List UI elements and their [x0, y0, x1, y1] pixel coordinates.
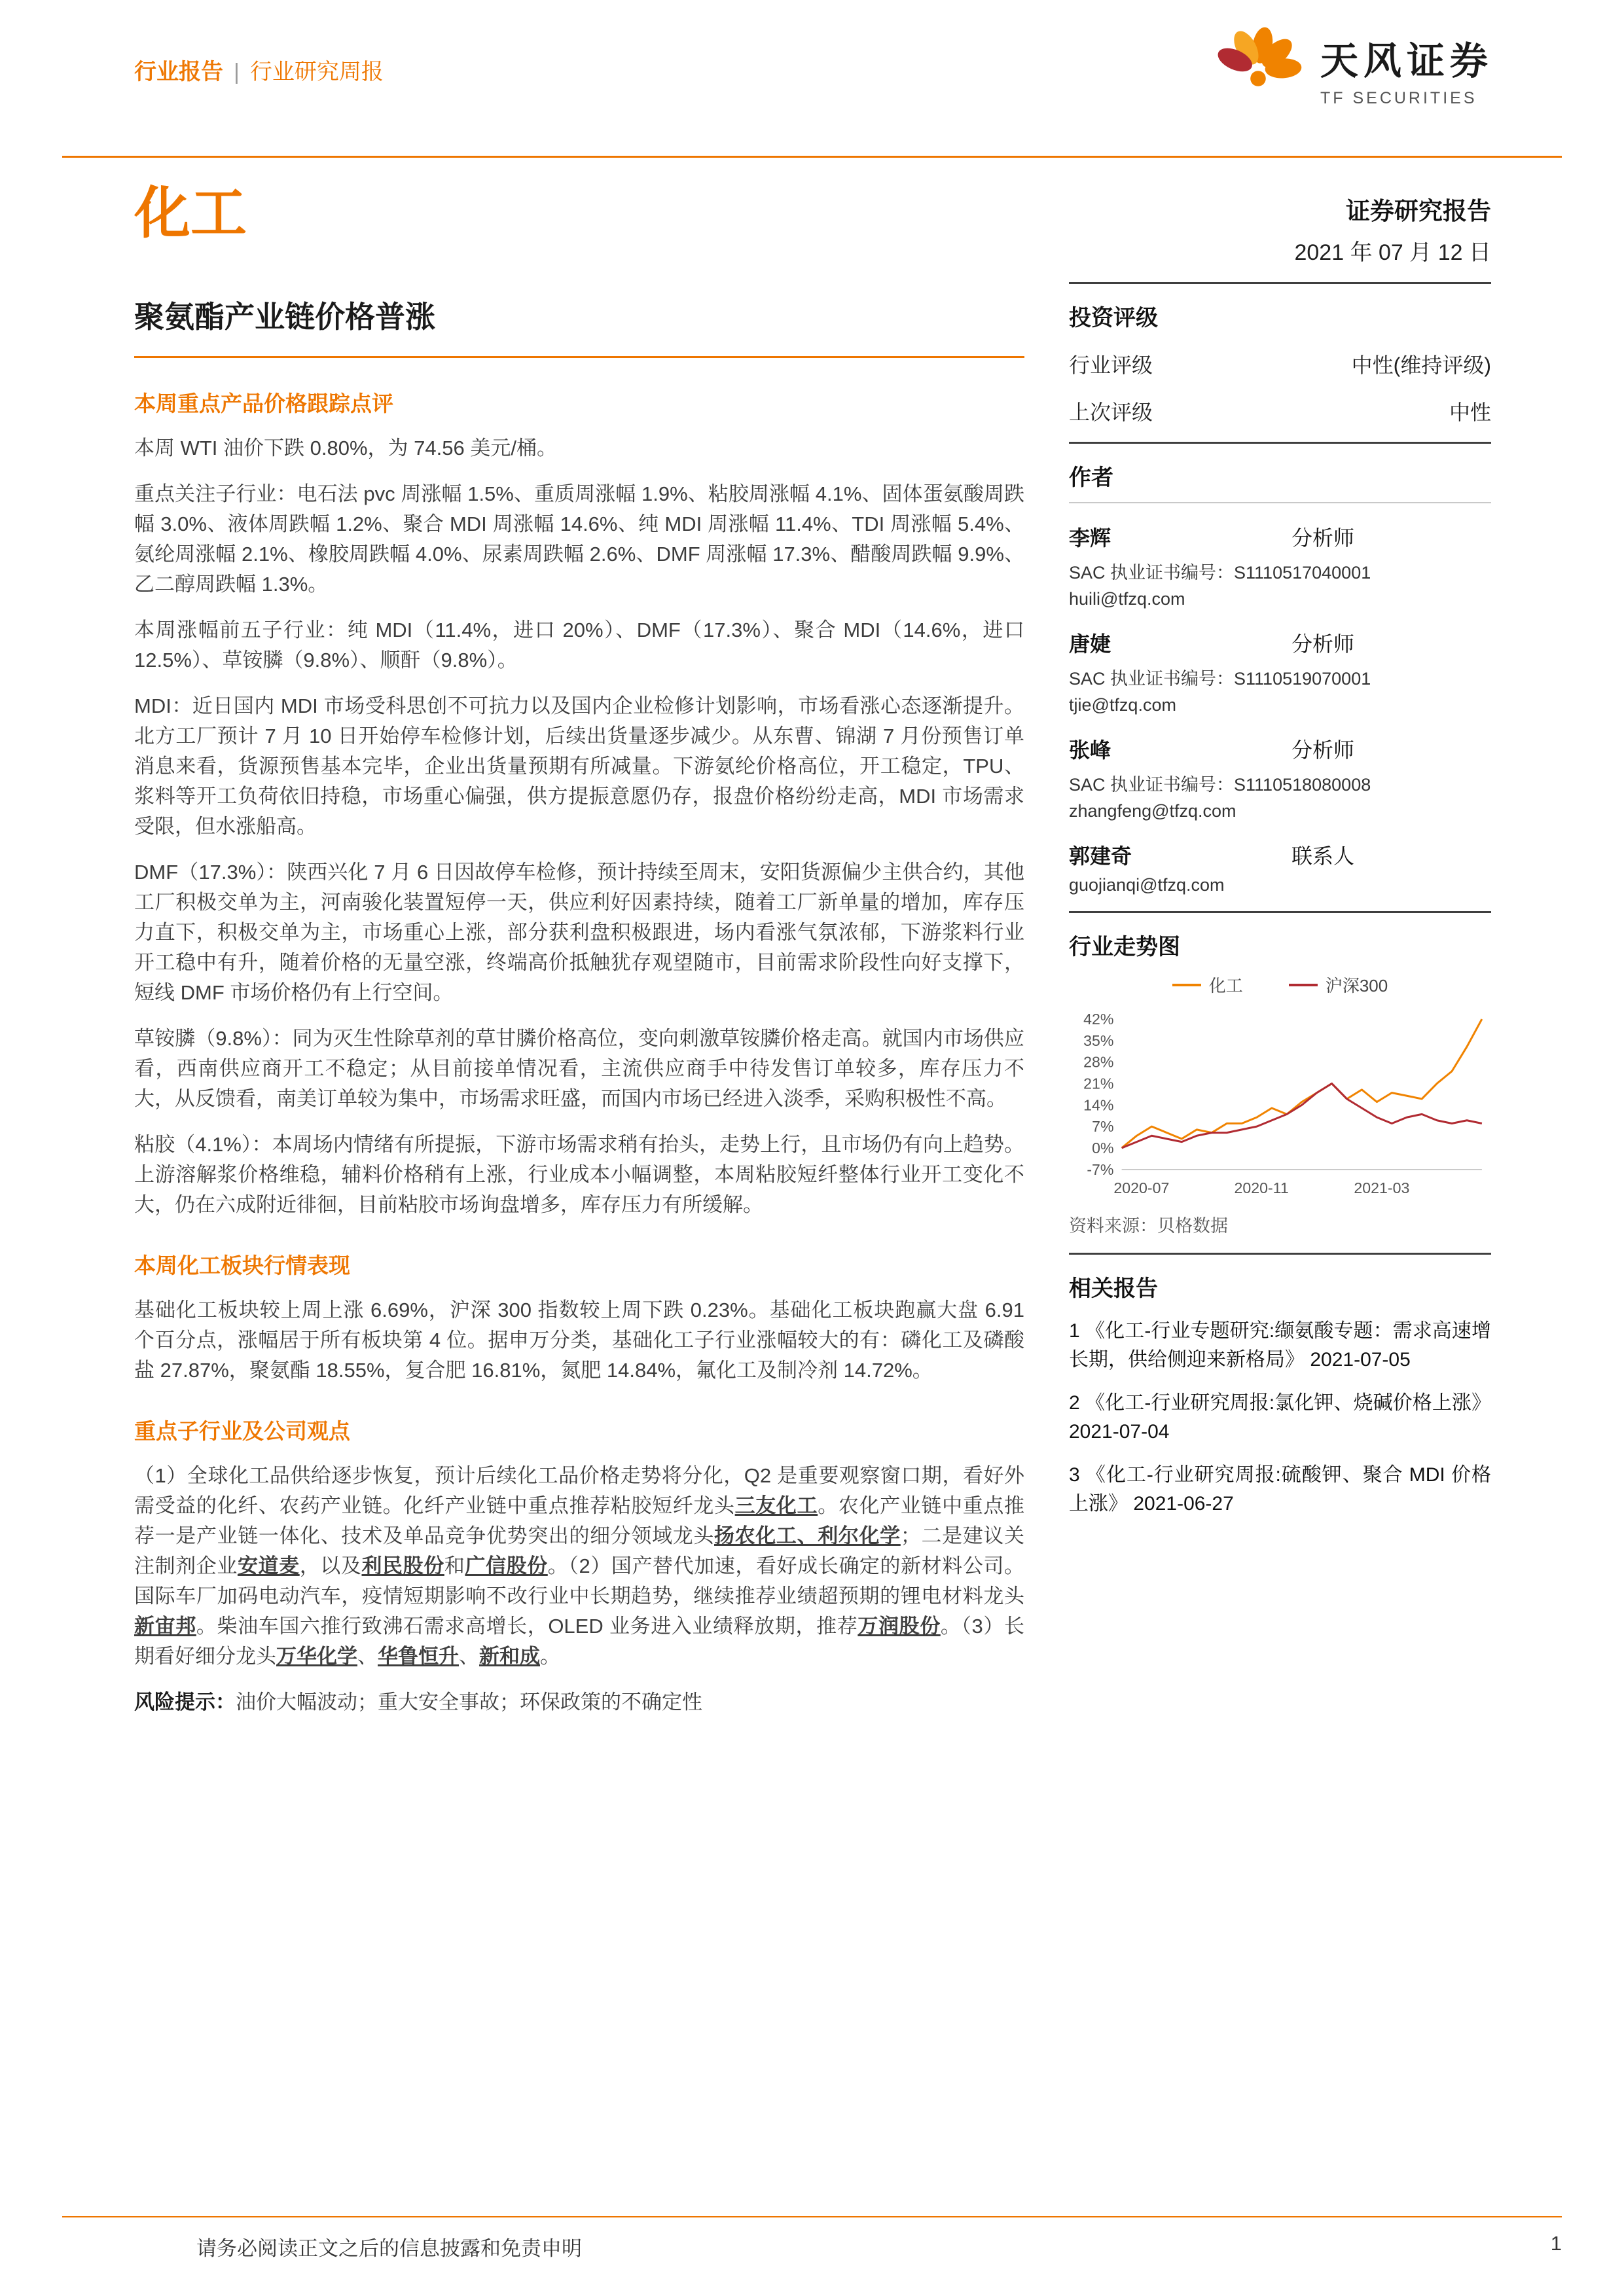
- author-name-row: [1069, 734, 1491, 764]
- stock-name: 新和成: [479, 1645, 540, 1668]
- svg-text:14%: 14%: [1083, 1096, 1114, 1114]
- brand-text: [1320, 30, 1493, 108]
- rating-heading: 投资评级: [1069, 306, 1158, 331]
- author-block: [1069, 734, 1491, 821]
- sidebar-rule: [1069, 1253, 1491, 1255]
- author-email: zhangfeng@tfzq.com: [1069, 801, 1236, 821]
- report-headline: 聚氨酯产业链价格普涨: [134, 300, 435, 334]
- stock-name: 华鲁恒升: [378, 1645, 459, 1668]
- stock-name: 三友化工: [734, 1494, 818, 1517]
- report-date: 2021 年 07 月 12 日: [1294, 240, 1491, 265]
- paragraph-top5: 本周涨幅前五子行业：纯 MDI（11.4%，进口 20%）、DMF（17.3%）、聚合 MDI（14.6%，进口 12.5%）、草铵膦（9.8%）、顺酐（9.8%）。: [134, 619, 1024, 672]
- legend-swatch-hs300: [1289, 984, 1318, 986]
- sidebar-rule: [1069, 442, 1491, 444]
- page-title: 化工: [134, 182, 247, 245]
- brand-name-en: TF SECURITIES: [1320, 88, 1477, 107]
- paragraph-subsectors: 重点关注子行业：电石法 pvc 周涨幅 1.5%、重质周涨幅 1.9%、粘胶周涨幅 4.1%、固体蛋氨酸周跌幅 3.0%、液体周跌幅 1.2%、聚合 MDI 周涨幅 14.6%、纯 MDI 周涨幅 11.4%、TDI 周涨幅 5.4%、氨纶周涨幅 2.1%、橡胶周跌幅 4.0%、尿素周跌幅 2.6%、DMF 周涨幅 17.3%、醋酸周跌幅 9.9%、乙二醇周跌幅 1.3%。: [134, 482, 1024, 596]
- paragraph-dmf: DMF（17.3%）：陕西兴化 7 月 6 日因故停车检修，预计持续至周末，安阳货源偏少主供合约，其他工厂积极交单为主，河南骏化装置短停一天，供应利好因素持续，随着工厂新单量的增加，库存压力直下，积极交单为主，市场重心上涨，部分获利盘积极跟进，场内看涨气氛浓郁，下游浆料行业开工稳中有升，随着价格的无量空涨，终端高价抵触犹存观望随市，目前需求阶段性向好支撑下，短线 DMF 市场价格仍有上行空间。: [134, 861, 1024, 1004]
- author-email: tjie@tfzq.com: [1069, 695, 1176, 715]
- authors-list: [1069, 522, 1491, 895]
- paragraph-sector-performance: 基础化工板块较上周上涨 6.69%，沪深 300 指数较上周下跌 0.23%。基础化工板块跑赢大盘 6.91 个百分点，涨幅居于所有板块第 4 位。据申万分类，基础化工子行业涨幅较大的有：磷化工及磷酸盐 27.87%，聚氨酯 18.55%，复合肥 16.81%，氮肥 14.84%，氟化工及制冷剂 14.72%。: [134, 1299, 1024, 1382]
- paragraph-viewpoints: [134, 1461, 1024, 1672]
- svg-text:7%: 7%: [1092, 1118, 1114, 1136]
- legend-item-hs300: [1289, 973, 1388, 997]
- header-rule: [62, 156, 1562, 158]
- legend-item-chemical: [1172, 973, 1243, 997]
- tf-flower-logo-icon: [1209, 20, 1307, 118]
- rating-value: 中性(维持评级): [1351, 353, 1491, 377]
- text-segment: 。柴油车国六推行致沸石需求高增长，OLED 业务进入业绩释放期，推荐: [196, 1615, 858, 1638]
- author-name-row: [1069, 522, 1491, 552]
- stock-name: 万润股份: [857, 1615, 941, 1638]
- sidebar-rule: [1069, 282, 1491, 284]
- rating-rows: [1069, 349, 1491, 426]
- rating-value: 中性: [1449, 401, 1491, 424]
- report-subtype-label: 行业研究周报: [249, 60, 384, 84]
- brand-logo: [1209, 20, 1493, 118]
- main-content: [134, 293, 1024, 1717]
- author-name: 张峰: [1069, 738, 1111, 762]
- author-block: [1069, 522, 1491, 609]
- headline-rule: [134, 356, 1024, 358]
- text-segment: 。（3）长期看好细分龙头: [134, 1615, 1025, 1668]
- stock-name: 广信股份: [465, 1554, 548, 1577]
- svg-text:28%: 28%: [1083, 1053, 1114, 1071]
- related-reports-list: [1069, 1317, 1491, 1518]
- related-report-item: 2 《化工-行业研究周报:氯化钾、烧碱价格上涨》 2021-07-04: [1069, 1392, 1491, 1443]
- author-name: 李辉: [1069, 526, 1111, 550]
- rating-label: 行业评级: [1069, 353, 1153, 377]
- author-name: 唐婕: [1069, 632, 1111, 656]
- section-heading-price-review: 本周重点产品价格跟踪点评: [134, 391, 393, 416]
- text-segment: 、: [357, 1645, 378, 1668]
- section-heading-sector-performance: 本周化工板块行情表现: [134, 1253, 350, 1278]
- author-email: huili@tfzq.com: [1069, 589, 1185, 609]
- text-segment: 。（2）国产替代加速，看好成长确定的新材料公司。国际车厂加码电动汽车，疫情短期影响不改行业中长期趋势，继续推荐业绩超预期的锂电材料龙头: [134, 1554, 1025, 1607]
- text-segment: 和: [444, 1554, 465, 1577]
- footer-disclaimer: 请务必阅读正文之后的信息披露和免责申明: [196, 2237, 582, 2260]
- author-name-row: [1069, 628, 1491, 658]
- chart-legend: [1069, 973, 1491, 997]
- text-segment: ；二是建议关注制剂企业: [134, 1524, 1025, 1577]
- trend-heading: 行业走势图: [1069, 935, 1180, 960]
- rating-row: [1069, 349, 1491, 379]
- legend-swatch-chemical: [1172, 984, 1201, 986]
- legend-label-hs300: 沪深300: [1325, 976, 1388, 996]
- rating-row: [1069, 396, 1491, 426]
- svg-text:-7%: -7%: [1087, 1160, 1114, 1178]
- page-header: [134, 20, 1493, 118]
- text-segment: 、: [459, 1645, 479, 1668]
- author-role: 分析师: [1291, 632, 1355, 656]
- text-segment: （1）全球化工品供给逐步恢复，预计后续化工品价格走势将分化，Q2 是重要观察窗口期，看好外需受益的化纤、农药产业链。化纤产业链中重点推荐粘胶短纤龙头: [134, 1464, 1024, 1517]
- page-number: 1: [1550, 2232, 1562, 2255]
- related-report-item: 3 《化工-行业研究周报:硫酸钾、聚合 MDI 价格上涨》 2021-06-27: [1069, 1464, 1491, 1515]
- author-cert: SAC 执业证书编号：S1110517040001: [1069, 563, 1371, 583]
- footer-rule: [62, 2216, 1562, 2217]
- author-role: 联系人: [1291, 844, 1355, 868]
- stock-name: 利民股份: [361, 1554, 444, 1577]
- text-segment: ，以及: [299, 1554, 362, 1577]
- authors-heading: 作者: [1069, 465, 1113, 490]
- header-divider: |: [234, 60, 240, 84]
- author-block: [1069, 840, 1491, 895]
- author-cert: SAC 执业证书编号：S1110519070001: [1069, 669, 1371, 689]
- stock-name: 扬农化工、利尔化学: [714, 1524, 901, 1547]
- text-segment: 。: [540, 1645, 560, 1668]
- svg-text:0%: 0%: [1092, 1139, 1114, 1157]
- author-cert: SAC 执业证书编号：S1110518080008: [1069, 775, 1371, 795]
- stock-name: 新宙邦: [134, 1615, 196, 1638]
- author-name-row: [1069, 840, 1491, 870]
- industry-trend-chart: [1069, 998, 1491, 1201]
- report-kind: [134, 54, 384, 86]
- report-type-label: 行业报告: [134, 60, 223, 84]
- paragraph-viscose: 粘胶（4.1%）：本周场内情绪有所提振，下游市场需求稍有抬头，走势上行，且市场仍有向上趋势。上游溶解浆价格维稳，辅料价格稍有上涨，行业成本小幅调整，本周粘胶短纤整体行业开工变化不大，仍在六成附近徘徊，目前粘胶市场询盘增多，库存压力有所缓解。: [134, 1133, 1024, 1216]
- svg-text:2021-03: 2021-03: [1354, 1179, 1410, 1197]
- risk-label: 风险提示：: [134, 1691, 236, 1713]
- paragraph-wti: 本周 WTI 油价下跌 0.80%，为 74.56 美元/桶。: [134, 437, 557, 459]
- author-name: 郭建奇: [1069, 844, 1132, 868]
- svg-text:35%: 35%: [1083, 1031, 1114, 1049]
- stock-name: 安道麦: [237, 1554, 300, 1577]
- paragraph-risk: [134, 1687, 1024, 1717]
- risk-text: 油价大幅波动；重大安全事故；环保政策的不确定性: [236, 1691, 702, 1713]
- stock-name: 万华化学: [276, 1645, 357, 1668]
- section-heading-viewpoints: 重点子行业及公司观点: [134, 1419, 350, 1443]
- rating-label: 上次评级: [1069, 401, 1153, 424]
- text-segment: 。农化产业链中重点推荐一是产业链一体化、技术及单品竞争优势突出的细分领域龙头: [134, 1494, 1025, 1547]
- legend-label-chemical: 化工: [1208, 976, 1243, 996]
- related-report-item: 1 《化工-行业专题研究:缬氨酸专题：需求高速增长期，供给侧迎来新格局》 2021-07-05: [1069, 1320, 1491, 1371]
- authors-rule: [1069, 502, 1491, 503]
- svg-text:2020-11: 2020-11: [1234, 1179, 1289, 1197]
- sidebar: [1069, 191, 1491, 1518]
- sidebar-rule: [1069, 911, 1491, 913]
- svg-text:21%: 21%: [1083, 1075, 1114, 1092]
- author-email: guojianqi@tfzq.com: [1069, 875, 1225, 895]
- author-role: 分析师: [1291, 738, 1355, 762]
- paragraph-mdi: MDI：近日国内 MDI 市场受科思创不可抗力以及国内企业检修计划影响，市场看涨心态逐渐提升。北方工厂预计 7 月 10 日开始停车检修计划，后续出货量逐步减少。从东曹、锦湖 7 月份预售订单消息来看，货源预售基本完毕，企业出货量预期有所减量。下游氨纶价格高位，开工稳定，TPU、浆料等开工负荷依旧持稳，市场重心偏强，供方提振意愿仍存，报盘价格纷纷走高，MDI 市场需求受限，但水涨船高。: [134, 694, 1024, 838]
- brand-name-cn: 天风证券: [1320, 39, 1493, 82]
- chart-source: 资料来源：贝格数据: [1069, 1216, 1228, 1236]
- paragraph-glufosinate: 草铵膦（9.8%）：同为灭生性除草剂的草甘膦价格高位，变向刺激草铵膦价格走高。就国内市场供应看，西南供应商开工不稳定；从目前接单情况看，主流供应商手中待发售订单较多，库存压力不大，从反馈看，南美订单较为集中，市场需求旺盛，而国内市场已经进入淡季，采购积极性不高。: [134, 1027, 1024, 1110]
- svg-text:42%: 42%: [1083, 1011, 1114, 1028]
- related-heading: 相关报告: [1069, 1276, 1158, 1301]
- page-footer: [196, 2232, 1562, 2261]
- svg-text:2020-07: 2020-07: [1113, 1179, 1170, 1197]
- author-block: [1069, 628, 1491, 715]
- report-label: 证券研究报告: [1346, 198, 1491, 224]
- author-role: 分析师: [1291, 526, 1355, 550]
